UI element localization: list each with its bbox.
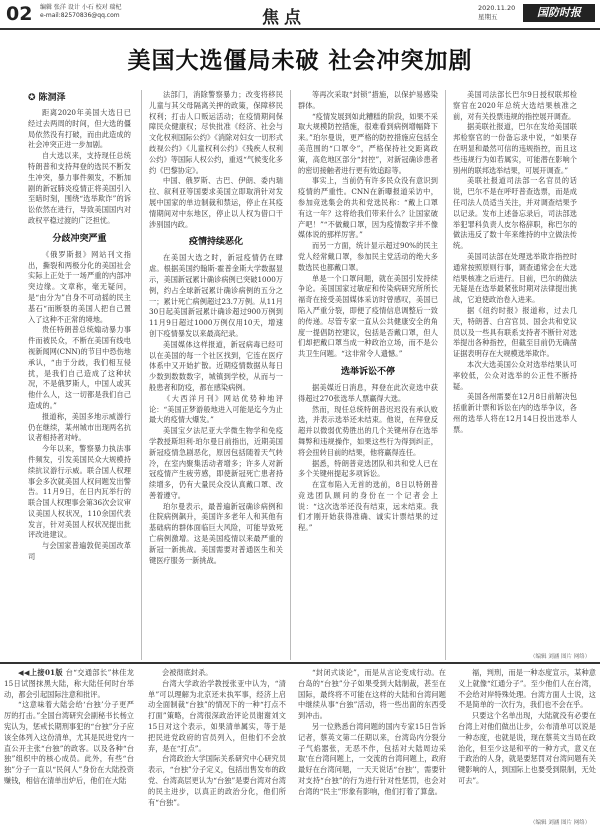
article-column-2 <box>149 90 283 662</box>
paragraph: 据美媒近日消息，拜登在此次竞选中获得超过270张选举人票赢得大选。 <box>298 382 438 403</box>
paragraph: 法部门，消除警察暴力；改变将移民儿童与其父母隔离关押的政策，保障移民权利；打击人口贩运活动；在疫情期间保障民众健康权；尽快批准《经济、社会与文化权利国际公约》《消除对妇女一切形式歧视公约》《儿童权利公约》《残疾人权利公约》等国际人权公约，重返“气候变化多约《巴黎协定》。 <box>149 90 283 175</box>
subheading: 疫情持续恶化 <box>188 237 243 248</box>
section-title: 焦点 <box>262 8 306 28</box>
paragraph: 美国媒体这样报道，新冠病毒已经可以在美国的每一个社区找到，它连在医疗体系中又开始扩散。近期疫情数据从每日少数到数数数字，城镇到学校，从而与一般患者和防疫，都在感染病例。 <box>149 339 283 392</box>
star-icon: ✪ <box>28 93 36 103</box>
column-divider <box>445 90 446 660</box>
article-column-1 <box>28 108 131 656</box>
paragraph: 《大西洋月刊》网站优势种地评论：“美国正梦游般地进入可能是迄今为止最大的疫情大爆发。” <box>149 393 283 425</box>
issue-date-line1: 2020.11.20 <box>478 4 516 12</box>
issue-weekday: 星期五 <box>478 13 498 21</box>
page-header <box>0 0 600 30</box>
paragraph: 在宣布陷入无首的选前，8日以特朗普竞选团队顾问的身份在一个记者会上说：“这次选举还没有结束，远未结束。我们才刚开始获得准确、诚实计票结果的过程。” <box>298 480 438 533</box>
subheading: 选举诉讼不停 <box>340 366 395 377</box>
paragraph: 在美国大选之时，新冠疫情仍在肆虐。根据美国约翰斯·霍普金斯大学数据显示，美国新冠累计确诊病例已突破1000万例，约占全球新冠累计确诊病例的五分之一；累计死亡病例超过23.7万例。从11月30日起美国新冠累计确诊超过900万例到11月9日超过1000万例仅用10天，增速创下疫情暴发以来最高纪录。 <box>149 253 283 338</box>
paragraph: 等再次采取“封锁”措施，以保护易感染群体。 <box>298 90 438 110</box>
paragraph: 美国各州需要在12月8日前解决包括重新计票和诉讼在内的选举争议，各州的选举人将在12月14日投出选举人票。 <box>453 392 577 434</box>
paragraph: 据《纽约时报》报道称，过去几天，特朗普、白宫官员、国会共和党议员以及一些具有联系支持者不断针对选举提出各种指控，但截至目前仍无确凿证据表明存在大规模选举欺诈。 <box>453 305 577 359</box>
paragraph: 只要这个名单出现，大陆就没有必要在台湾上对他们做出让步，公布清单可以说是一种态度，也就是说，现在蔡英文当局在政治化，但至少这是和平的一种方式，意义在于政治的人身，就是要惩罚对台湾问题有关键影响的人，到国际上也要受到限制，无处可去”。 <box>458 711 596 785</box>
newspaper-logo: 国防时报 <box>523 4 595 22</box>
paragraph: 另一位熟悉台湾问题的国内专家15日告诉记者，蔡英文第二任期以来，台湾岛内分裂分子气焰嚣张，无恶不作，包括对大陆周边采取‘在台湾问题上，一交流的台湾问题上，政府最好在台湾问题，一天天说话“台独’’，需要针对支持“台独”的行为进行针对性惩罚，也会对台湾的“民主”形象有影响，他们打着了算盘。 <box>298 721 446 796</box>
paragraph: “封闭式谈论”，而是从言论变成行动。在台岛的“台独”分子如果受到大陆制裁，甚至在国际，最终将不可能在这样的大陆和台湾问题中继续从事“台独”活动，将一些出面的东西受到冲击。 <box>298 668 446 721</box>
paragraph: 珀尔曼表示，最普遍新冠确诊病例和住院病例飙升，美国许多老年人和其他有基础病的群体面临巨大风险，可能导致死亡病例激增。这是美国疫情以来最严重的新冠一新挑战。美国需要对普通医生和关键医疗服务一新挑战。 <box>149 501 283 565</box>
bottom-column-1 <box>4 668 134 826</box>
bottom-editor-note: （编辑 刘涵 图片 网络） <box>530 820 591 826</box>
paragraph: 今年以来，警察暴力执法事件频发，引发美国民众大规模持续抗议游行示威。联合国人权理事会多次就美国人权问题发出警告。11月9日，在日内瓦举行的联合国人权理事会第36次会议审议美国人权状况，110余国代表发言，针对美国人权状况提出批评改进建议。 <box>28 444 131 540</box>
paragraph: 美国宝夕法尼亚大学微生物学和免疫学教授斯坦利·珀尔曼日前指出，近期美国新冠疫情急剧恶化，原因包括随着天气转冷，在室内聚集活动者增多；许多人对新冠疫情产生疲劳感，即使新冠死亡患者持续增多，仍有大量民众没认真戴口罩、改善着遵守。 <box>149 426 283 500</box>
paragraph-text: 台“交通部长”林佳龙15日试图抹黑大陆，称大陆任何时台举动，都会引起国际注意和批评。 <box>4 668 134 699</box>
paragraph: 会被彻底封杀。 <box>162 668 213 677</box>
paragraph: 美国司法部长巴尔9日授权联邦检察官在2020年总统大选结果核准之前，对有关投票违规的指控展开调查。 <box>453 90 577 121</box>
paragraph: 台湾政治大学国际关系研究中心研究员表示，“台独”分子定义，包括出售发布的政党、台湾高层更认为“台独”是要台湾对台湾的民主进步，以真正的政治分化，他们所有“台独”。 <box>148 754 286 807</box>
article-author <box>28 90 66 103</box>
bottom-column-4 <box>458 668 596 826</box>
paragraph: 自大选以来，支持现任总统特朗普和支持拜登的选民不断发生冲突，暴力事件频发，不断加剧的新冠肺炎疫情正将美国引入至暗时刻，围绕“选举欺诈”的诉讼依然在进行，导致美国国内对政权平稳过渡的广泛担忧。 <box>28 151 131 225</box>
paragraph: 《俄罗斯报》网站刊文指出，撕裂和两极分化的美国社会实际上正处于一场严重的内部冲突边缘。文章称，毫无疑问，是“由分为”自身不可动摇的民主基石“而断裂的美国人把自己置入了这种不正常的境地。 <box>28 249 131 324</box>
paragraph: 据悉，特朗普竞选团队和共和党人已在多个关键州提起多项诉讼。 <box>298 458 438 479</box>
paragraph: 中国、俄罗斯、古巴、伊朗、委内瑞拉、叙利亚等国要求美国立即取消针对发展中国家的单边制裁和禁运，停止在其疫情期间对中东地区，停止以人权为借口干涉别国内政。 <box>149 176 283 229</box>
column-divider <box>290 90 291 660</box>
paragraph: 距离2020年美国大选日已经过去两周的时间，但大选的僵局依然没有打破，而由此造成的社会冲突正进一步加剧。 <box>28 108 131 150</box>
editor-info <box>40 4 150 20</box>
section-divider <box>0 662 600 664</box>
paragraph: 贵任特朗普总统煽动暴力事件而被民众，不断在美国有线电视新闻网(CNN)的节目中恐伤地承认，“由于分歧，我们相互侵扰，是我们自己造成了这种状况，不是俄罗斯人，中国人或其他什么人，这一切都是我们自己造成的。” <box>28 325 131 410</box>
column-divider <box>141 90 142 660</box>
paragraph: 据美联社报道，巴尔在发给美国联邦检察官的一份备忘录中说，“如果存在明显和最然可信的违规指控，而且这些违规行为如若属实，可能潜在影响个别州的联邦选举结果，可展开调查。” <box>453 122 577 175</box>
paragraph: 福，判刑，而是一种态度宣示，某种意义上就像“红通分子”。至少他们人在台湾，不会给对岸特殊处理。台湾方面人士说，这不是简单的一次行为，我们也不会在乎。 <box>458 668 596 710</box>
paragraph: “疫情发展到如此糟糕的阶段，如果不采取大规模防控措施，很难看到病例增幅降下来。”珀尔曼说，更严格的防控措施应包括全美范围的“口罩令”，严格保持社交距离政策，高危地区部分“封控”，对新冠确诊患者的密切接触者进行更有效追踪等。 <box>298 111 438 175</box>
paragraph: 事实上，当前仍有许多民众没有意识到疫情的严重性。CNN在新曝报道采访中，参加竞选集会的共和党选民称：“戴上口罩有这一年？这将给我们带来什么？让国家破产吧！”“不做戴口罩，因为疫情数字并不像媒体说的那样厉害。” <box>298 176 438 240</box>
paragraph: 台湾大学政治学教授张亚中认为，“清单”可以理解为北京还未执军事，经济上启动全面制裁“台独”的情况下的一种“打点不打面”策略，台湾很深政治评论员谢谢刘文15日对这个表示，如果清单属实，等于是把民进党政府的官员列入，但他们不会放弃，是在“打点”。 <box>148 678 286 753</box>
bottom-column-3 <box>298 668 446 826</box>
paragraph <box>4 668 134 700</box>
paragraph: 与会国家普遍敦促美国改革司 <box>28 541 131 562</box>
article-column-3 <box>298 90 438 662</box>
page-number: 02 <box>6 3 33 25</box>
paragraph: “这意味着大陆会给‘台独’分子更严厉的打击。”全国台湾研究会副秘书长杨立宪认为，惩戒长期刑事犯的“台独”分子应该全体列入这份清单，尤其是民进党内一直公开主张“台独”的政客。以及各种“台独”组织中的核心成员。此外，有些“台独”分子一直以“民间人”身份在大陆投资赚钱，相信在清单出炉后，他们在大陆 <box>4 700 134 785</box>
continued-tag: ◀◀上接01版 <box>18 668 63 677</box>
paragraph: 美联社报道司法部一名官员的话说，巴尔不是在呼吁普查选票，而是成任司法人员适当关注，并对调查结果予以记录。发布上述备忘录后，司法部选举犯罪科负责人皮尔格辞职，称巴尔的做法违反了数十年来维持的中立做法传统。 <box>453 176 577 251</box>
editor-info-line1: 编辑 张洋 设计 小石 校对 瑞杞 <box>40 4 122 11</box>
paragraph: 而另一方面，统计显示超过90%的民主党人经常戴口罩，参加民主党活动的绝大多数选民也都戴口罩。 <box>298 241 438 272</box>
author-name: 陈洞泽 <box>38 93 66 103</box>
subheading: 分歧冲突严重 <box>52 233 107 244</box>
article-column-4 <box>453 90 577 662</box>
paragraph: 单是一个口罩问题，就在美国引发持续争论。美国国家过敏症和传染病研究所所长福奇在接受美国媒体采访时曾感叹，美国已陷入严重分裂，即便了疫情信息调整后一致的传递。尽管专家一直从公共健康安全的角度一提倡防控建议，包括是否戴口罩，但人们却把戴口罩当成一种政治立场，而不是公共卫生问题。“这非常令人遗憾。” <box>298 273 438 359</box>
paragraph: 然而，现任总统特朗普迟迟没有承认败选，并表示选举还未结束。他说，在拜登反超并以微弱优势胜出的几个关键州存在选举舞弊和违规操作，如果这些行为得到纠正，将会扭转目前的结果，他将赢得连任。 <box>298 404 438 457</box>
issue-date <box>478 4 515 22</box>
bottom-column-2 <box>148 668 286 826</box>
paragraph: 报道称，美国多地示威游行仍在继续，某州城市出现两名抗议者相持者对峙。 <box>28 411 131 443</box>
article-headline: 美国大选僵局未破 社会冲突加剧 <box>127 48 473 74</box>
paragraph: 本次大选美国公众对选举结果认可率较低，公众对选举的公正性不断持疑。 <box>453 359 577 391</box>
paragraph: 美国司法部在处理选举欺诈指控时通常按照原则行事，调查通常会在大选结果核准之后进行。目前，巴尔的做法无疑是在选举最紧张时期对法律提出挑战，它迫使政治卷入进来。 <box>453 251 577 305</box>
article-editor-note: （编辑 刘涵 图片 网络） <box>530 654 591 660</box>
editor-email: e-mail:82570836@qq.com <box>40 12 120 19</box>
